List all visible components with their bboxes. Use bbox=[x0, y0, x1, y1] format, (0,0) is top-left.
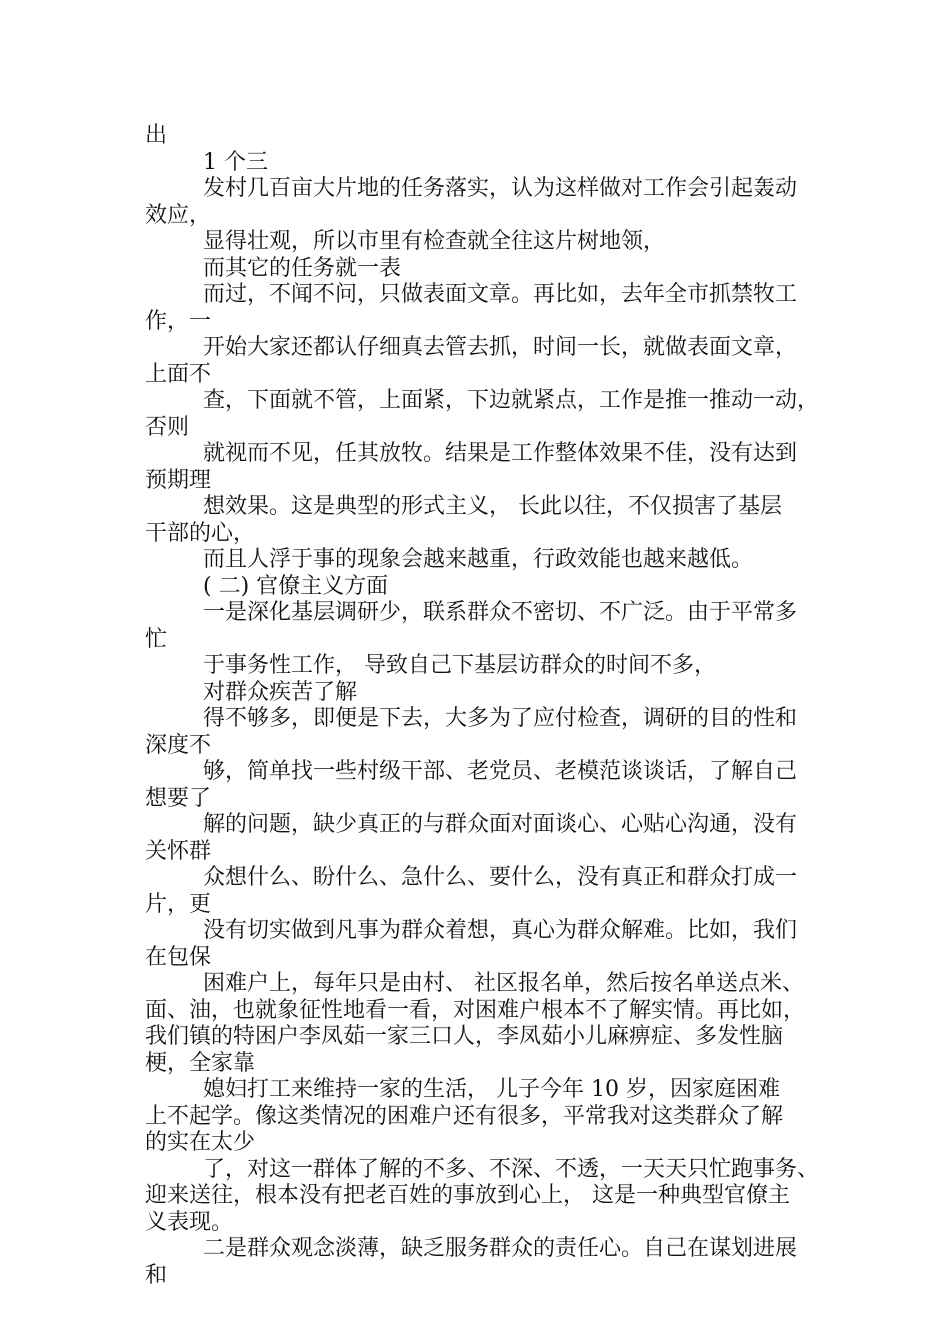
text-line: 上面不 bbox=[145, 361, 212, 387]
text-line: 困难户上，每年只是由村、 社区报名单，然后按名单送点米、 bbox=[203, 971, 804, 996]
text-line: 片，更 bbox=[145, 891, 212, 917]
text-line: 显得壮观，所以市里有检查就全往这片树地领， bbox=[203, 229, 666, 254]
text-line: ( 二) 官僚主义方面 bbox=[203, 573, 389, 599]
text-line: 和 bbox=[145, 1262, 168, 1288]
text-line: 查，下面就不管，上面紧，下边就紧点，工作是推一推动一动， bbox=[203, 388, 820, 413]
text-line: 而过，不闻不问，只做表面文章。再比如，去年全市抓禁牧工 bbox=[203, 282, 798, 307]
text-line: 效应， bbox=[145, 202, 212, 228]
text-line: 作，一 bbox=[145, 308, 212, 334]
text-line: 众想什么、盼什么、急什么、要什么，没有真正和群众打成一 bbox=[203, 865, 798, 890]
text-line: 而且人浮于事的现象会越来越重，行政效能也越来越低。 bbox=[203, 547, 754, 572]
text-line: 于事务性工作， 导致自己下基层访群众的时间不多， bbox=[203, 653, 716, 678]
text-line: 深度不 bbox=[145, 732, 212, 758]
body-text bbox=[145, 123, 825, 1289]
text-line: 一是深化基层调研少，联系群众不密切、不广泛。由于平常多 bbox=[203, 600, 798, 625]
text-line: 想要了 bbox=[145, 785, 212, 811]
text-line: 上不起学。像这类情况的困难户还有很多，平常我对这类群众了解 bbox=[145, 1103, 784, 1129]
text-line: 的实在太少 bbox=[145, 1130, 256, 1155]
text-line: 了，对这一群体了解的不多、不深、不透，一天天只忙跑事务、 bbox=[203, 1156, 820, 1182]
text-line: 梗，全家靠 bbox=[145, 1050, 256, 1076]
text-line: 迎来送往，根本没有把老百姓的事放到心上， 这是一种典型官僚主 bbox=[145, 1183, 790, 1208]
text-line: 我们镇的特困户李凤茹一家三口人，李凤茹小儿麻痹症、多发性脑 bbox=[145, 1024, 784, 1049]
text-line: 开始大家还都认仔细真去管去抓，时间一长，就做表面文章， bbox=[203, 335, 798, 360]
text-line: 够，简单找一些村级干部、老党员、老模范谈谈话，了解自己 bbox=[203, 759, 798, 784]
text-line: 就视而不见，任其放牧。结果是工作整体效果不佳，没有达到 bbox=[203, 441, 798, 466]
text-line: 否则 bbox=[145, 414, 190, 440]
text-line: 解的问题，缺少真正的与群众面对面谈心、心贴心沟通，没有 bbox=[203, 812, 798, 837]
text-line: 忙 bbox=[145, 626, 168, 652]
text-line: 而其它的任务就一表 bbox=[203, 255, 402, 281]
text-line: 想效果。这是典型的形式主义， 长此以往，不仅损害了基层 bbox=[203, 494, 782, 519]
text-line: 发村几百亩大片地的任务落实，认为这样做对工作会引起轰动 bbox=[203, 176, 798, 201]
text-line: 预期理 bbox=[145, 467, 212, 493]
text-line: 义表现。 bbox=[145, 1209, 234, 1235]
text-line: 对群众疾苦了解 bbox=[203, 679, 358, 705]
text-line: 干部的心， bbox=[145, 520, 256, 546]
text-line: 关怀群 bbox=[145, 838, 212, 864]
text-line: 二是群众观念淡薄，缺乏服务群众的责任心。自己在谋划进展 bbox=[203, 1236, 798, 1261]
text-line: 得不够多，即便是下去，大多为了应付检查，调研的目的性和 bbox=[203, 706, 798, 731]
text-line: 1 个三 bbox=[203, 149, 268, 175]
text-line: 没有切实做到凡事为群众着想，真心为群众解难。比如，我们 bbox=[203, 918, 798, 943]
text-line: 面、油，也就象征性地看一看，对困难户根本不了解实情。再比如， bbox=[145, 997, 806, 1023]
text-line: 出 bbox=[145, 123, 168, 148]
text-line: 在包保 bbox=[145, 944, 212, 970]
text-line: 媳妇打工来维持一家的生活， 儿子今年 10 岁，因家庭困难 bbox=[203, 1077, 780, 1102]
